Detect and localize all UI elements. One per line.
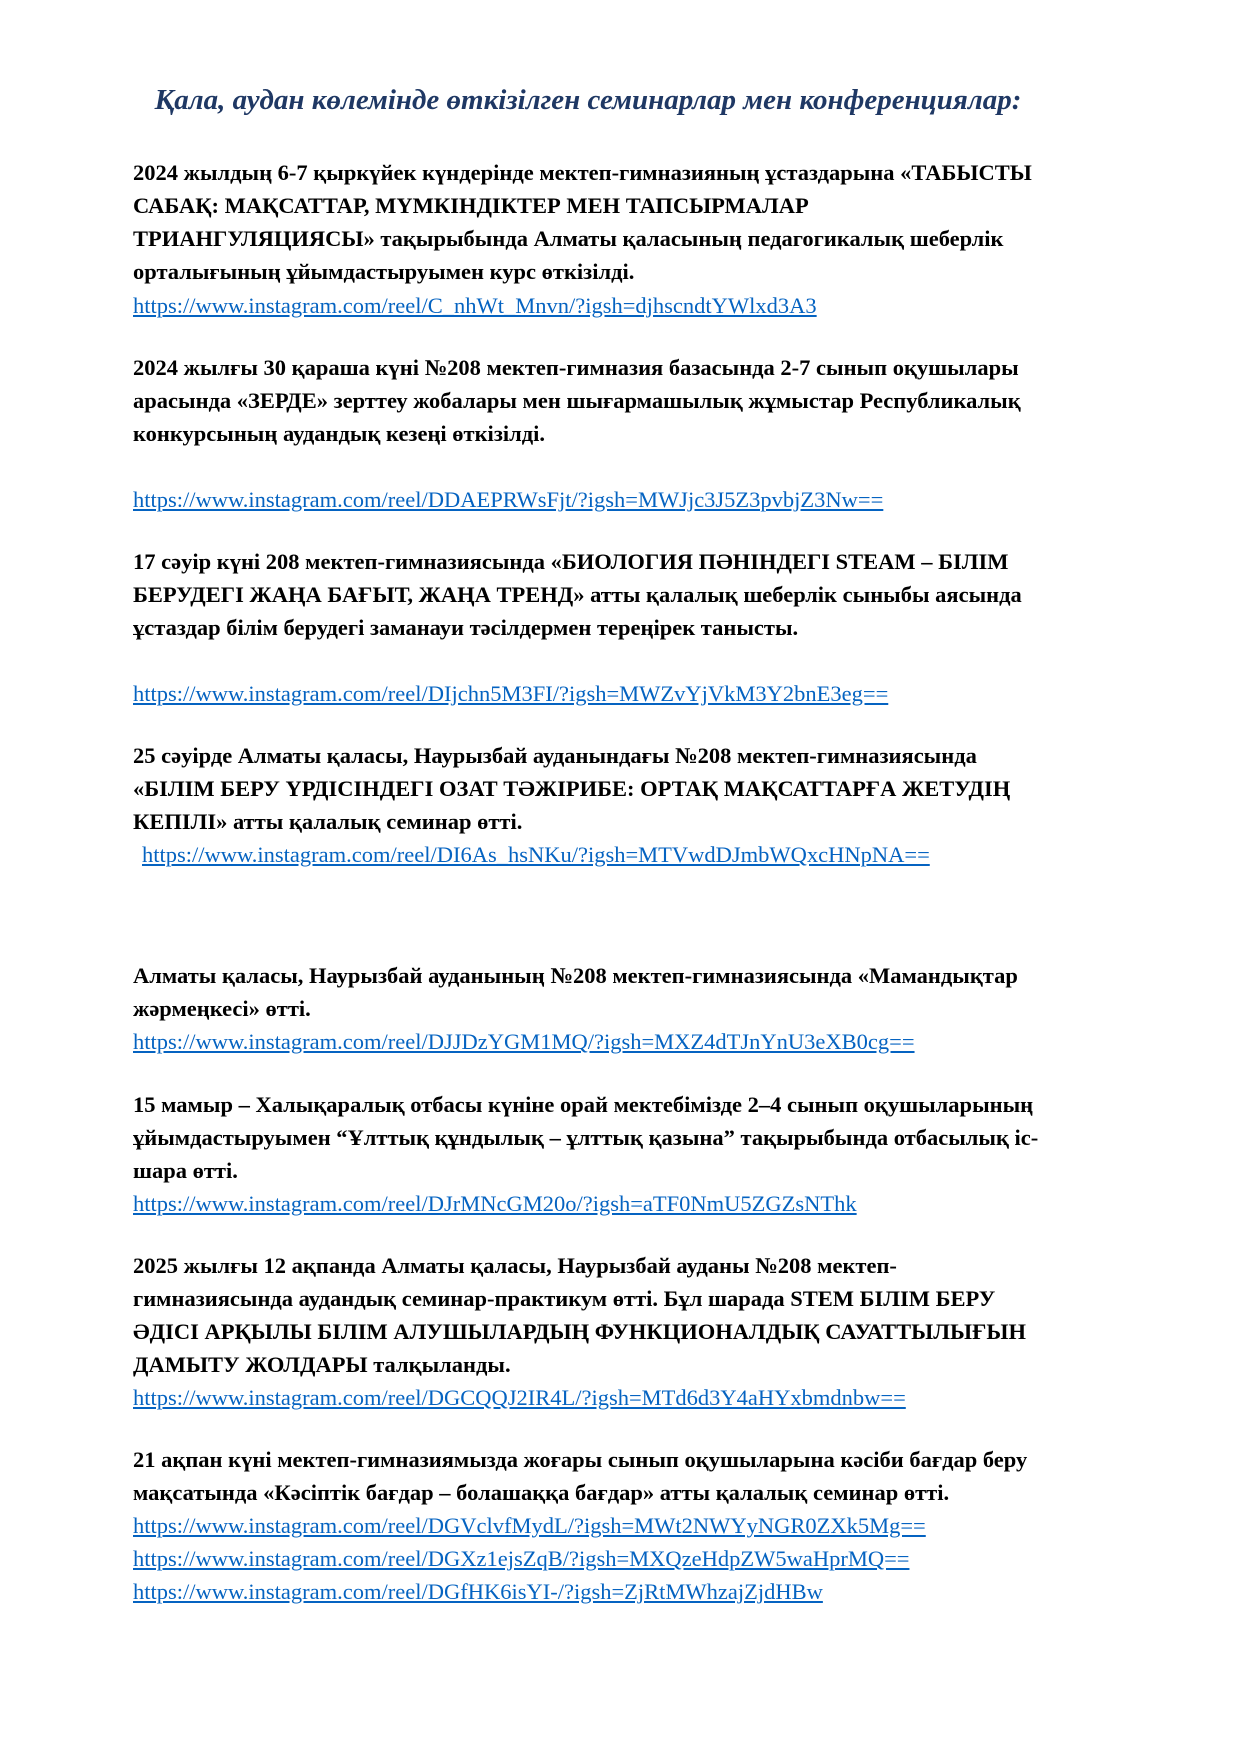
seminar-entry [133,351,1043,516]
sections-container [133,156,1043,1608]
seminar-entry [133,739,1043,871]
entry-text: 21 ақпан күні мектеп-гимназиямызда жоғары сынып оқушыларына кәсіби бағдар беру мақсатында «Кәсіптік бағдар – болашаққа бағдар» атты қалалық семинар өтті. [133,1447,1028,1506]
entry-links [133,1509,1043,1608]
entry-text: 15 мамыр – Халықаралық отбасы күніне орай мектебімізде 2–4 сынып оқушыларының ұйымдастыруымен “Ұлттық құндылық – ұлттық қазына” тақырыбында отбасылық іс-шара өтті. [133,1091,1039,1183]
document-page [133,0,1043,1755]
instagram-reel-link[interactable]: https://www.instagram.com/reel/DGCQQJ2IR4L/?igsh=MTd6d3Y4aHYxbmdnbw== [133,1385,906,1410]
entry-links [133,1381,1043,1414]
seminar-entry [133,156,1043,321]
entry-text: 2025 жылғы 12 ақпанда Алматы қаласы, Наурызбай ауданы №208 мектеп-гимназиясында аудандық семинар-практикум өтті. Бұл шарада STEM БІЛІМ БЕРУ ӘДІСІ АРҚЫЛЫ БІЛІМ АЛУШЫЛАРДЫҢ ФУНКЦИОНАЛДЫҚ САУАТТЫЛЫҒЫН ДАМЫТУ ЖОЛДАРЫ талқыланды. [133,1252,1027,1377]
instagram-reel-link[interactable]: https://www.instagram.com/reel/DGXz1ejsZqB/?igsh=MXQzeHdpZW5waHprMQ== [133,1546,910,1572]
entry-links [133,838,1043,871]
instagram-reel-link[interactable]: https://www.instagram.com/reel/C_nhWt_Mnvn/?igsh=djhscndtYWlxd3A3 [133,292,817,318]
entry-links [133,483,1043,516]
entry-text: 25 сәуірде Алматы қаласы, Наурызбай ауданындағы №208 мектеп-гимназиясында «БІЛІМ БЕРУ ҮРДІСІНДЕГІ ОЗАТ ТӘЖІРИБЕ: ОРТАҚ МАҚСАТТАРҒА ЖЕТУДІҢ КЕПІЛІ» атты қалалық семинар өтті. [133,743,1011,835]
seminar-entry [133,1443,1043,1608]
entry-text: 2024 жылғы 30 қараша күні №208 мектеп-гимназия базасында 2-7 сынып оқушылары арасында «ЗЕРДЕ» зерттеу жобалары мен шығармашылық жұмыстар Республикалық конкурсының аудандық кезеңі өткізілді. [133,354,1021,446]
instagram-reel-link[interactable]: https://www.instagram.com/reel/DI6As_hsNKu/?igsh=MTVwdDJmbWQxcHNpNA== [142,842,930,868]
entry-links [133,1025,1043,1058]
entry-text: 2024 жылдың 6-7 қыркүйек күндерінде мектеп-гимназияның ұстаздарына «ТАБЫСТЫ САБАҚ: МАҚСАТТАР, МҮМКІНДІКТЕР МЕН ТАПСЫРМАЛАР ТРИАНГУЛЯЦИЯСЫ» тақырыбында Алматы қаласының педагогикалық шеберлік орталығының ұйымдастыруымен курс өткізілді. [133,160,1032,285]
entry-text: 17 сәуір күні 208 мектеп-гимназиясында «БИОЛОГИЯ ПӘНІНДЕГІ STEAM – БІЛІМ БЕРУДЕГІ ЖАҢА БАҒЫТ, ЖАҢА ТРЕНД» атты қалалық шеберлік сыныбы аясында ұстаздар білім берудегі заманауи тәсілдермен тереңірек танысты. [133,548,1022,640]
seminar-entry [133,1249,1043,1414]
entry-links [133,289,1043,322]
entry-links [133,1187,1043,1220]
instagram-reel-link[interactable]: https://www.instagram.com/reel/DGVclvfMydL/?igsh=MWt2NWYyNGR0ZXk5Mg== [133,1513,926,1539]
instagram-reel-link[interactable]: https://www.instagram.com/reel/DDAEPRWsFjt/?igsh=MWJjc3J5Z3pvbjZ3Nw== [133,486,884,512]
instagram-reel-link[interactable]: https://www.instagram.com/reel/DIjchn5M3FI/?igsh=MWZvYjVkM3Y2bnE3eg== [133,681,889,706]
seminar-entry [133,959,1043,1058]
instagram-reel-link[interactable]: https://www.instagram.com/reel/DGfHK6isYI-/?igsh=ZjRtMWhzajZjdHBw [133,1579,823,1605]
entry-links [133,677,1043,710]
seminar-entry [133,1088,1043,1220]
instagram-reel-link[interactable]: https://www.instagram.com/reel/DJrMNcGM20o/?igsh=aTF0NmU5ZGZsNThk [133,1190,857,1216]
seminar-entry [133,545,1043,710]
instagram-reel-link[interactable]: https://www.instagram.com/reel/DJJDzYGM1MQ/?igsh=MXZ4dTJnYnU3eXB0cg== [133,1029,915,1055]
page-title: Қала, аудан көлемінде өткізілген семинарлар мен конференциялар: [154,84,1022,116]
entry-text: Алматы қаласы, Наурызбай ауданының №208 мектеп-гимназиясында «Мамандықтар жәрмеңкесі» өтті. [133,963,1018,1022]
